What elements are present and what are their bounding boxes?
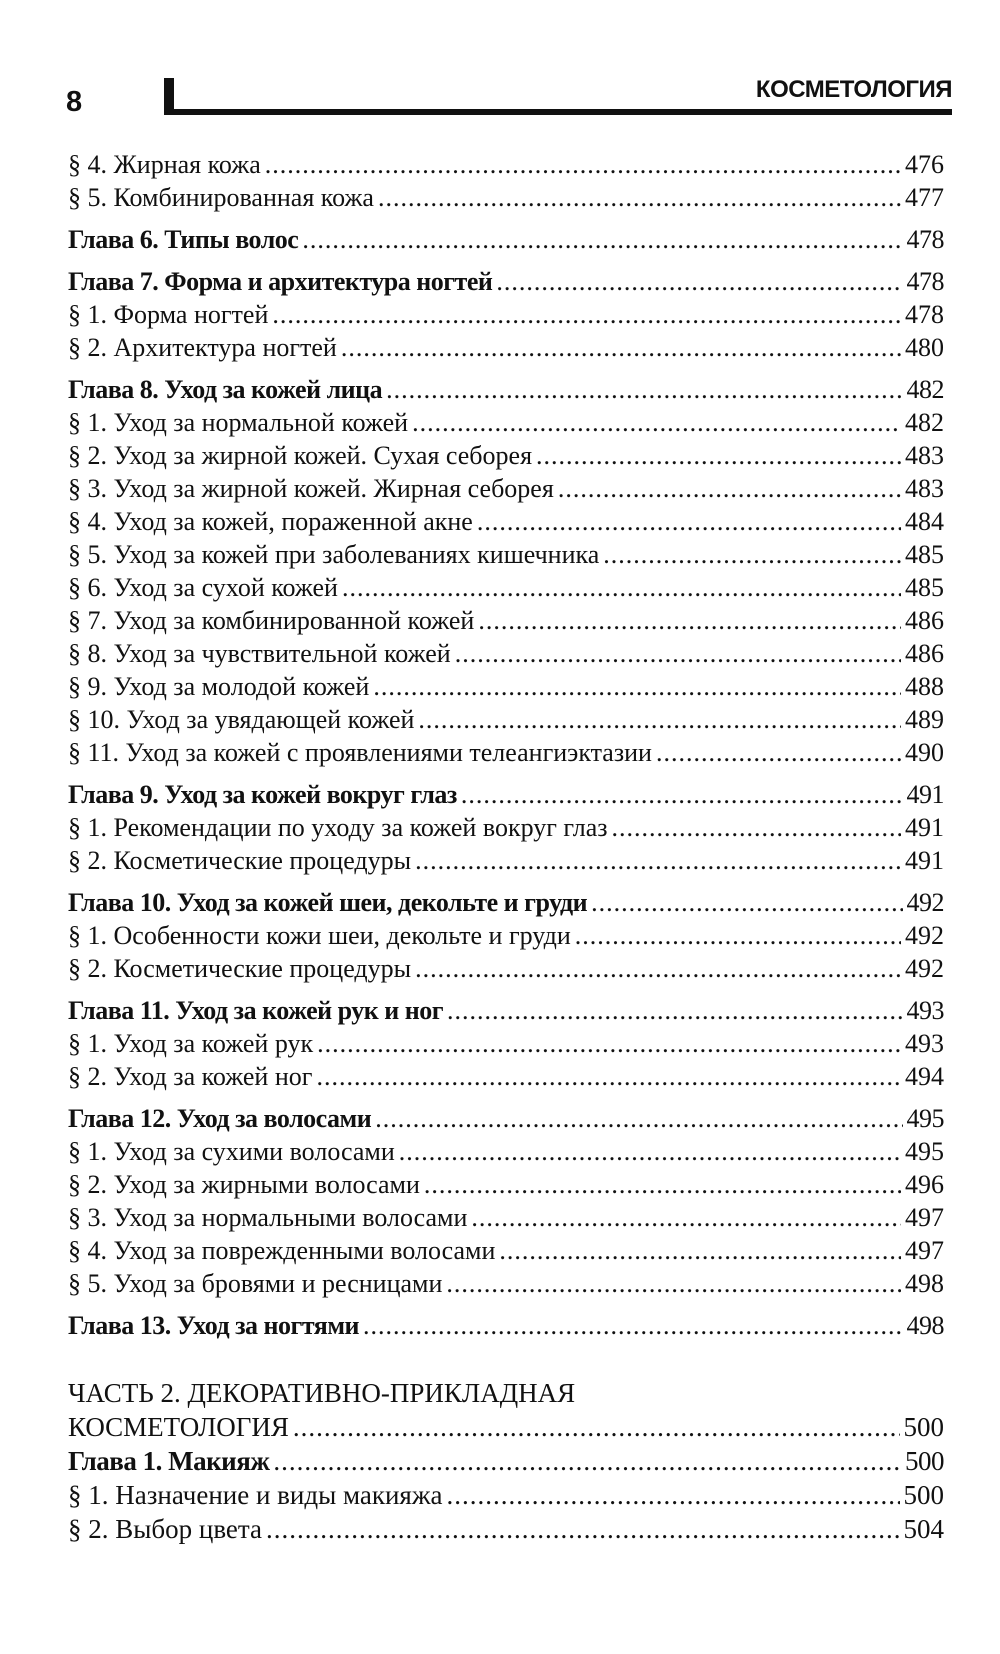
entry-page-number: 497 [905,1236,944,1265]
entry-page-number: 500 [903,1480,944,1510]
dot-leader [317,1027,901,1060]
toc-section-entry [68,1267,944,1300]
toc-section-entry [68,571,944,604]
dot-leader [612,811,901,844]
toc-section-entry [68,703,944,736]
entry-page-number: 491 [905,846,944,875]
entry-page-number: 491 [905,813,944,842]
entry-page-number: 486 [905,639,944,668]
entry-page-number: 477 [905,183,944,212]
entry-page-number: 492 [905,921,944,950]
toc-section-entry [68,670,944,703]
entry-page-number: 498 [905,1269,944,1298]
part-2-page: 500 [903,1412,944,1442]
header-rule-line [164,109,952,115]
dot-leader [378,181,901,214]
entry-page-number: 490 [905,738,944,767]
entry-page-number: 478 [906,267,944,296]
toc-section-entry [68,298,944,331]
entry-page-number: 485 [905,540,944,569]
entry-page-number: 500 [905,1446,944,1476]
entry-page-number: 488 [905,672,944,701]
entry-page-number: 494 [905,1062,944,1091]
entry-page-number: 482 [906,375,944,404]
entry-title: § 7. Уход за комбинированной кожей [68,606,475,635]
dot-leader [266,1512,899,1546]
dot-leader [418,703,901,736]
entry-title: § 4. Уход за кожей, пораженной акне [68,507,473,536]
entry-title: § 1. Особенности кожи шеи, декольте и груди [68,921,571,950]
entry-page-number: 493 [906,996,944,1025]
entry-title: § 5. Уход за кожей при заболеваниях кишечника [68,540,600,569]
running-title: КОСМЕТОЛОГИЯ [755,76,952,103]
dot-leader [293,1410,900,1444]
entry-title: Глава 10. Уход за кожей шеи, декольте и груди [68,888,588,917]
part-2-title-entry [68,1410,944,1444]
dot-leader [302,223,902,256]
entry-title: § 2. Выбор цвета [68,1514,263,1544]
entry-title: Глава 12. Уход за волосами [68,1104,372,1133]
toc-chapter-entry [68,886,944,919]
entry-page-number: 497 [905,1203,944,1232]
entry-page-number: 478 [906,225,944,254]
entry-page-number: 484 [905,507,944,536]
entry-title: § 2. Уход за кожей ног [68,1062,313,1091]
entry-title: § 10. Уход за увядающей кожей [68,705,415,734]
toc-chapter-entry [68,1444,944,1478]
entry-title: Глава 9. Уход за кожей вокруг глаз [68,780,457,809]
entry-page-number: 482 [905,408,944,437]
toc-section-entry [68,604,944,637]
entry-title: § 2. Косметические процедуры [68,954,412,983]
toc-section-entry [68,637,944,670]
entry-page-number: 485 [905,573,944,602]
toc-section-entry [68,1135,944,1168]
dot-leader [471,1201,901,1234]
entry-title: § 2. Архитектура ногтей [68,333,337,362]
toc-entries [68,148,944,1342]
entry-page-number: 483 [905,441,944,470]
dot-leader [399,1135,901,1168]
entry-page-number: 476 [905,150,944,179]
toc-chapter-entry [68,373,944,406]
toc-section-entry [68,1060,944,1093]
toc-chapter-entry [68,223,944,256]
entry-title: § 5. Уход за бровями и ресницами [68,1269,443,1298]
dot-leader [447,994,903,1027]
toc-section-entry [68,1027,944,1060]
entry-title: Глава 11. Уход за кожей рук и ног [68,996,443,1025]
dot-leader [342,571,901,604]
toc-section-entry [68,736,944,769]
toc-section-entry [68,181,944,214]
toc-section-entry [68,844,944,877]
part-2 [68,1376,944,1546]
entry-page-number: 498 [906,1311,944,1340]
part-2-entries [68,1444,944,1546]
toc-section-entry [68,952,944,985]
entry-title: § 2. Уход за жирной кожей. Сухая себорея [68,441,533,470]
toc-section-entry [68,406,944,439]
dot-leader [446,1267,901,1300]
entry-title: § 1. Форма ногтей [68,300,269,329]
entry-title: § 1. Назначение и виды макияжа [68,1480,443,1510]
dot-leader [591,886,902,919]
entry-page-number: 504 [903,1514,944,1544]
entry-page-number: 495 [906,1104,944,1133]
toc-chapter-entry [68,994,944,1027]
dot-leader [272,298,901,331]
dot-leader [558,472,901,505]
dot-leader [575,919,901,952]
table-of-contents [68,148,944,1546]
toc-section-entry [68,331,944,364]
entry-title: § 3. Уход за жирной кожей. Жирная себорея [68,474,554,503]
entry-page-number: 480 [905,333,944,362]
dot-leader [373,670,901,703]
toc-chapter-entry [68,778,944,811]
entry-title: § 2. Косметические процедуры [68,846,412,875]
entry-page-number: 496 [905,1170,944,1199]
dot-leader [386,373,902,406]
entry-page-number: 483 [905,474,944,503]
dot-leader [499,1234,901,1267]
toc-chapter-entry [68,1309,944,1342]
toc-section-entry [68,811,944,844]
entry-page-number: 478 [905,300,944,329]
toc-section-entry [68,919,944,952]
dot-leader [536,439,901,472]
toc-section-entry [68,439,944,472]
entry-title: Глава 1. Макияж [68,1446,270,1476]
page-number: 8 [66,86,83,118]
dot-leader [265,148,901,181]
toc-section-entry [68,148,944,181]
entry-title: § 11. Уход за кожей с проявлениями телеангиэктазии [68,738,652,767]
entry-title: § 2. Уход за жирными волосами [68,1170,420,1199]
entry-title: § 1. Уход за кожей рук [68,1029,314,1058]
entry-page-number: 486 [905,606,944,635]
dot-leader [273,1444,901,1478]
dot-leader [341,331,901,364]
dot-leader [424,1168,901,1201]
entry-title: § 4. Жирная кожа [68,150,261,179]
entry-title: § 6. Уход за сухой кожей [68,573,338,602]
dot-leader [412,406,901,439]
part-2-title-line2: КОСМЕТОЛОГИЯ [68,1412,289,1442]
entry-title: § 1. Уход за нормальной кожей [68,408,409,437]
entry-title: Глава 13. Уход за ногтями [68,1311,360,1340]
part-2-title-line1: ЧАСТЬ 2. ДЕКОРАТИВНО-ПРИКЛАДНАЯ [68,1378,576,1408]
entry-title: § 1. Рекомендации по уходу за кожей вокруг глаз [68,813,608,842]
entry-page-number: 493 [905,1029,944,1058]
entry-title: Глава 6. Типы волос [68,225,299,254]
page-header [0,0,1000,130]
dot-leader [478,604,901,637]
dot-leader [603,538,901,571]
toc-section-entry [68,1512,944,1546]
toc-chapter-entry [68,265,944,298]
toc-section-entry [68,1234,944,1267]
dot-leader [446,1478,899,1512]
dot-leader [477,505,901,538]
entry-title: § 4. Уход за поврежденными волосами [68,1236,496,1265]
entry-page-number: 495 [905,1137,944,1166]
toc-section-entry [68,505,944,538]
dot-leader [496,265,902,298]
entry-title: Глава 7. Форма и архитектура ногтей [68,267,493,296]
toc-section-entry [68,472,944,505]
entry-title: Глава 8. Уход за кожей лица [68,375,383,404]
entry-page-number: 489 [905,705,944,734]
entry-page-number: 491 [906,780,944,809]
entry-page-number: 492 [906,888,944,917]
toc-section-entry [68,1201,944,1234]
dot-leader [656,736,901,769]
dot-leader [363,1309,902,1342]
dot-leader [455,637,901,670]
toc-section-entry [68,1168,944,1201]
entry-title: § 1. Уход за сухими волосами [68,1137,395,1166]
toc-section-entry [68,1478,944,1512]
entry-title: § 5. Комбинированная кожа [68,183,374,212]
entry-title: § 8. Уход за чувствительной кожей [68,639,451,668]
entry-page-number: 492 [905,954,944,983]
dot-leader [316,1060,901,1093]
dot-leader [375,1102,902,1135]
entry-title: § 9. Уход за молодой кожей [68,672,370,701]
dot-leader [461,778,903,811]
dot-leader [415,952,901,985]
toc-section-entry [68,538,944,571]
toc-chapter-entry [68,1102,944,1135]
entry-title: § 3. Уход за нормальными волосами [68,1203,468,1232]
dot-leader [415,844,901,877]
